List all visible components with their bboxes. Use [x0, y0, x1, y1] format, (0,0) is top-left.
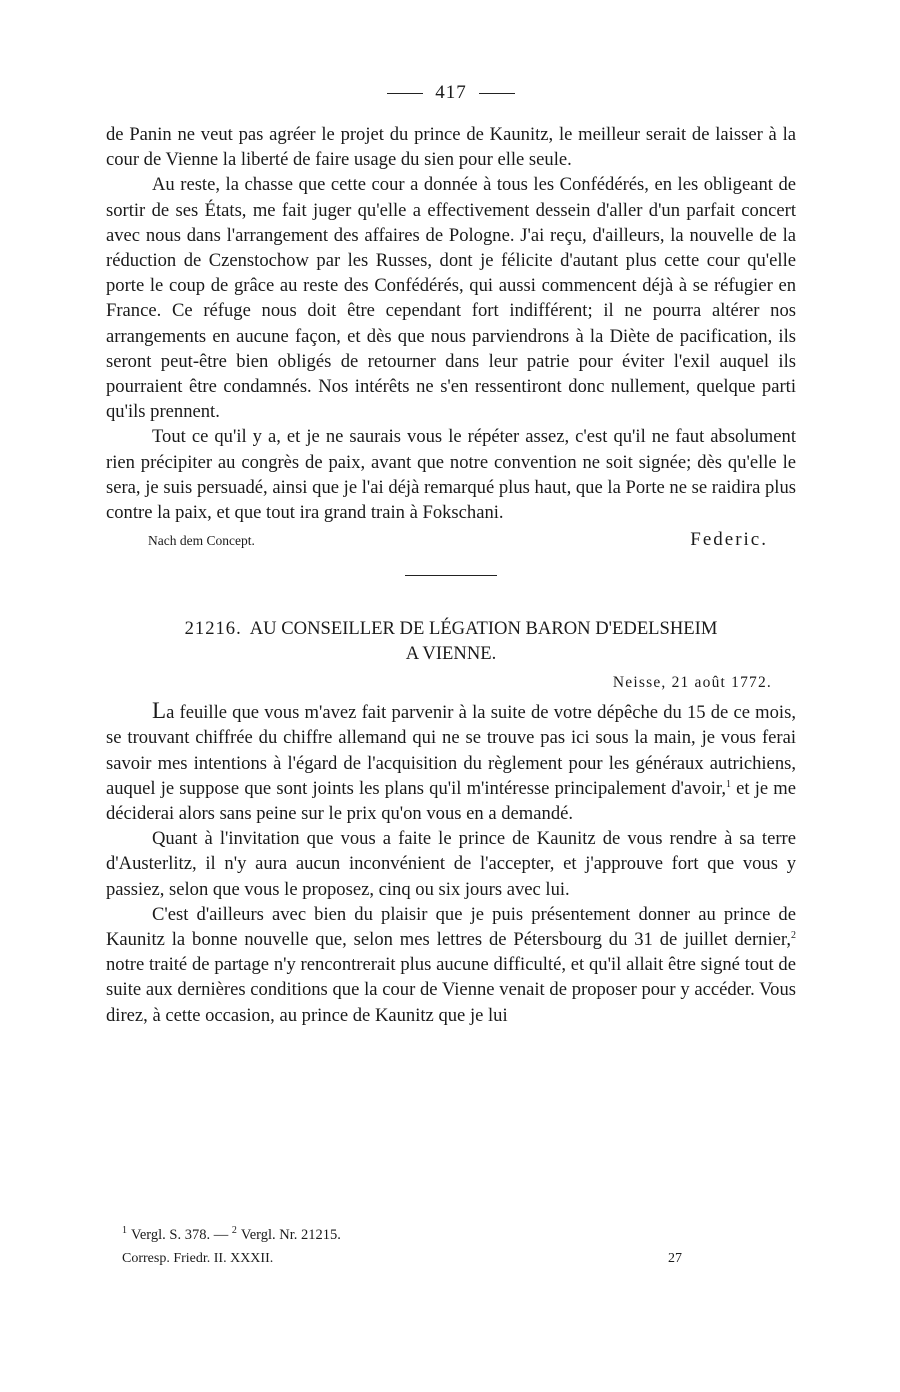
signature-mark: 27	[668, 1251, 682, 1266]
footnotes	[122, 1223, 682, 1271]
paragraph: Quant à l'invitation que vous a faite le prince de Kaunitz de vous rendre à sa terre d'Austerlitz, il n'y aura aucun inconvénient de l'accepter, et j'approuve fort que vous y passiez, selon que vous le proposez, cinq ou six jours avec lui.	[106, 828, 796, 900]
paragraph: Tout ce qu'il y a, et je ne saurais vous le répéter assez, c'est qu'il ne faut absolument rien précipiter au congrès de paix, avant que notre convention ne soit signée; dès qu'elle le sera, je suis persuadé, ainsi que je l'ai déjà remarqué plus haut, que la Porte ne se raidira plus contre la paix, et que tout ira grand train à Fokschani.	[106, 426, 796, 524]
section-separator	[405, 575, 497, 576]
paragraph	[106, 698, 796, 826]
heading-line-1	[106, 616, 796, 641]
footnote-ref: 1	[726, 778, 731, 790]
paragraph-text: et je me déciderai alors sans peine sur le prix qu'on vous en a demandé.	[106, 777, 796, 825]
addressee-location: A VIENNE.	[405, 643, 497, 665]
paragraph-text: C'est d'ailleurs avec bien du plaisir que je puis présentement donner au prince de Kaunitz la bonne nouvelle que, selon mes lettres de Pétersbourg du 31 de juillet dernier,	[106, 903, 796, 951]
paragraph: de Panin ne veut pas agréer le projet du prince de Kaunitz, le meilleur serait de laisser à la cour de Vienne la liberté de faire usage du sien pour elle seule.	[106, 124, 796, 171]
footnote-ref: 2	[791, 929, 796, 941]
footnote-number: 1	[122, 1225, 127, 1237]
paragraph-text: notre traité de partage n'y rencontrerait plus aucune difficulté, et qu'il allait être signé tout de suite aux dernières conditions que la cour de Vienne venait de proposer pour y accéder. Vous direz, à cette occasion, au prince de Kaunitz que je lui	[106, 954, 796, 1026]
page-header	[106, 82, 796, 104]
page-footer	[122, 1247, 682, 1271]
letter-heading	[106, 616, 796, 666]
addressee: AU CONSEILLER DE LÉGATION BARON D'EDELSHEIM	[249, 618, 718, 640]
header-rule-right	[479, 93, 515, 94]
document-page	[106, 82, 796, 1028]
footnote-number: 2	[231, 1225, 237, 1237]
paragraph: Au reste, la chasse que cette cour a donnée à tous les Confédérés, en les obligeant de sortir de ses États, me fait juger qu'elle a effectivement dessein d'aller d'un parfait concert avec nous dans l'arrangement des affaires de Pologne. J'ai reçu, d'ailleurs, la nouvelle de la réduction de Czenstochow par les Russes, dont je félicite d'autant plus cette cour qu'elle porte le coup de grâce au reste des Confédérés, qui aussi commencent déjà à se réfugier en France. Ce réfuge nous doit être cependant fort indifférent; il ne pourra altérer nos arrangements en aucune façon, et dès que nous parviendrons à la Diète de pacification, ils seront peut-être bien obligés de retourner dans leur patrie pour éviter l'exil auquel ils pourraient être condamnés. Nos intérêts ne s'en ressentiront donc nullement, quelque parti qu'ils prennent.	[106, 174, 796, 423]
place-date: Neisse, 21 août 1772.	[612, 674, 772, 692]
footnote-text: Vergl. S. 378. —	[131, 1227, 229, 1243]
page-number: 417	[435, 82, 467, 103]
header-rule-left	[387, 93, 423, 94]
signature: Federic.	[690, 529, 768, 551]
paragraph	[106, 902, 796, 1028]
footnote-line	[122, 1223, 682, 1247]
letter-closing	[106, 529, 796, 551]
letter-number: 21216.	[184, 618, 242, 640]
source-note: Nach dem Concept.	[148, 533, 255, 549]
initial-letter: L	[152, 698, 167, 724]
paragraph-text: a feuille que vous m'avez fait parvenir à la suite de votre dépêche du 15 de ce mois, se trouvant chiffrée du chiffre allemand qui ne se trouve pas ici sous la main, je vous ferai savoir mes intentions à l'égard de l'acquisition du règlement pour les généraux autrichiens, auquel je suppose que sont joints les plans qu'il m'intéresse principalement d'avoir,	[106, 702, 796, 799]
collection-title: Corresp. Friedr. II. XXXII.	[122, 1251, 274, 1266]
footnote-text: Vergl. Nr. 21215.	[240, 1227, 341, 1243]
